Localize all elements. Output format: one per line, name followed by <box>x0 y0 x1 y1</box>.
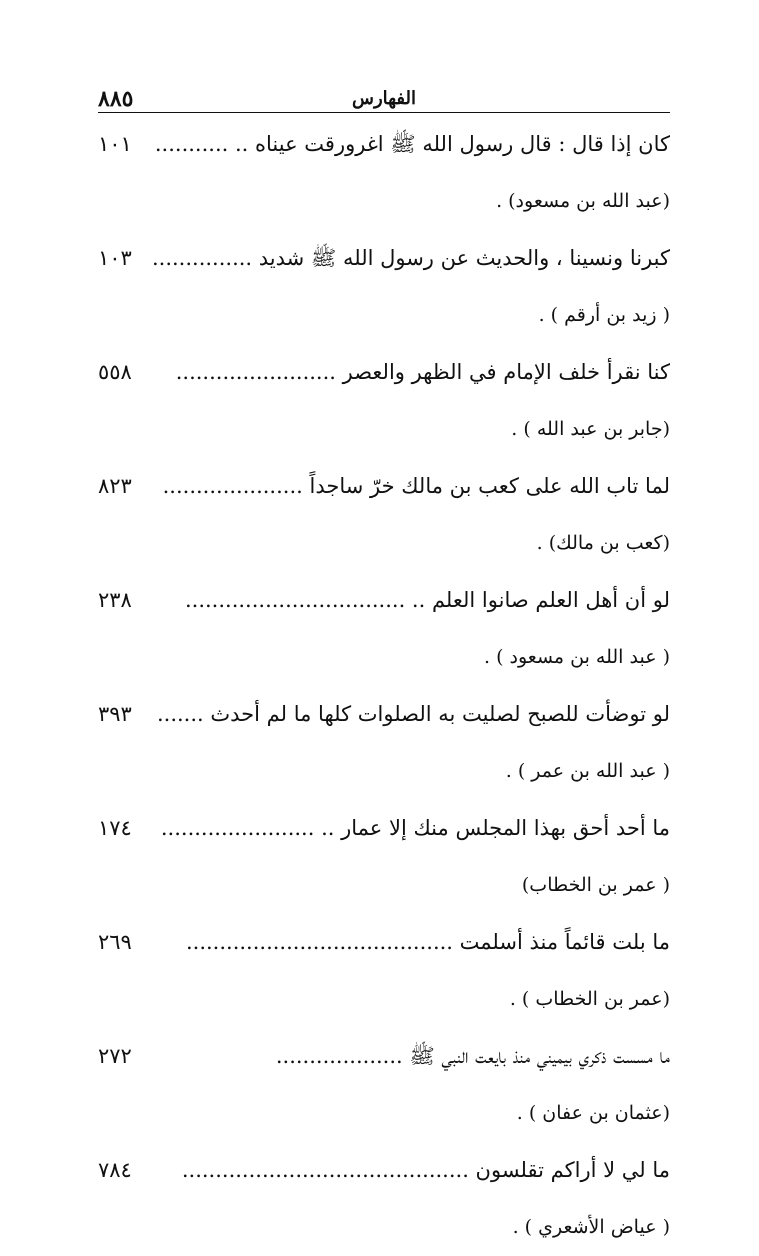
entry-line <box>98 800 670 857</box>
page-reference: ٧٨٤ <box>98 1158 132 1182</box>
narrator: ( زيد بن أرقم ) . <box>538 304 670 326</box>
narrator: (عثمان بن عفان ) . <box>516 1102 670 1124</box>
entry-line <box>98 344 670 401</box>
narrator: ( عبد الله بن مسعود ) . <box>483 646 670 668</box>
narrator: (جابر بن عبد الله ) . <box>511 418 670 440</box>
index-entry <box>98 572 670 686</box>
hadith-text: لما تاب الله على كعب بن مالك خرّ ساجداً ..................... <box>162 474 670 498</box>
hadith-text: لو توضأت للصبح لصليت به الصلوات كلها ما لم أحدث ....... <box>156 702 670 726</box>
page-reference: ١٠١ <box>98 132 132 156</box>
entry-line <box>98 116 670 173</box>
index-entry <box>98 800 670 914</box>
hadith-text: ما لي لا أراكم تقلسون ........................................... <box>181 1158 670 1182</box>
hadith-text: لو أن أهل العلم صانوا العلم .. ................................. <box>184 588 670 612</box>
index-entries <box>98 116 670 1256</box>
hadith-text: كنا نقرأ خلف الإمام في الظهر والعصر ........................ <box>175 360 670 384</box>
entry-line <box>98 458 670 515</box>
entry-line <box>98 1028 670 1085</box>
page-reference: ٣٩٣ <box>98 702 132 726</box>
entry-line <box>98 230 670 287</box>
page-reference: ٨٢٣ <box>98 474 132 498</box>
hadith-text: كان إذا قال : قال رسول الله ﷺ اغرورقت عيناه .. ........... <box>154 132 670 156</box>
hadith-text: كبرنا ونسينا ، والحديث عن رسول الله ﷺ شديد ............... <box>151 246 670 270</box>
narrator: ( عبد الله بن عمر ) . <box>505 760 670 782</box>
page-reference: ٢٣٨ <box>98 588 132 612</box>
page-reference: ٥٥٨ <box>98 360 132 384</box>
hadith-text: ما مسست ذكري بيميني منذ بايعت النبي ﷺ ................... <box>275 1044 670 1068</box>
entry-line <box>98 686 670 743</box>
section-title: الفهارس <box>351 88 417 109</box>
page-header <box>98 86 670 113</box>
index-entry <box>98 914 670 1028</box>
index-entry <box>98 344 670 458</box>
narrator: (كعب بن مالك) . <box>536 532 670 554</box>
index-entry <box>98 116 670 230</box>
page-number: ٨٨٥ <box>98 86 134 112</box>
index-entry <box>98 686 670 800</box>
page-reference: ١٧٤ <box>98 816 132 840</box>
index-entry <box>98 1028 670 1142</box>
hadith-text: ما أحد أحق بهذا المجلس منك إلا عمار .. ....................... <box>160 816 670 840</box>
entry-line <box>98 914 670 971</box>
hadith-text: ما بلت قائماً منذ أسلمت ........................................ <box>185 930 670 954</box>
index-entry <box>98 458 670 572</box>
narrator: (عبد الله بن مسعود) . <box>496 190 670 212</box>
narrator: (عمر بن الخطاب ) . <box>509 988 670 1010</box>
entry-line <box>98 1142 670 1199</box>
page-reference: ٢٦٩ <box>98 930 132 954</box>
index-entry <box>98 230 670 344</box>
page-reference: ٢٧٢ <box>98 1044 132 1068</box>
entry-line <box>98 572 670 629</box>
index-entry <box>98 1142 670 1256</box>
narrator: ( عمر بن الخطاب) <box>521 874 670 896</box>
narrator: ( عياض الأشعري ) . <box>512 1216 670 1238</box>
page-reference: ١٠٣ <box>98 246 132 270</box>
